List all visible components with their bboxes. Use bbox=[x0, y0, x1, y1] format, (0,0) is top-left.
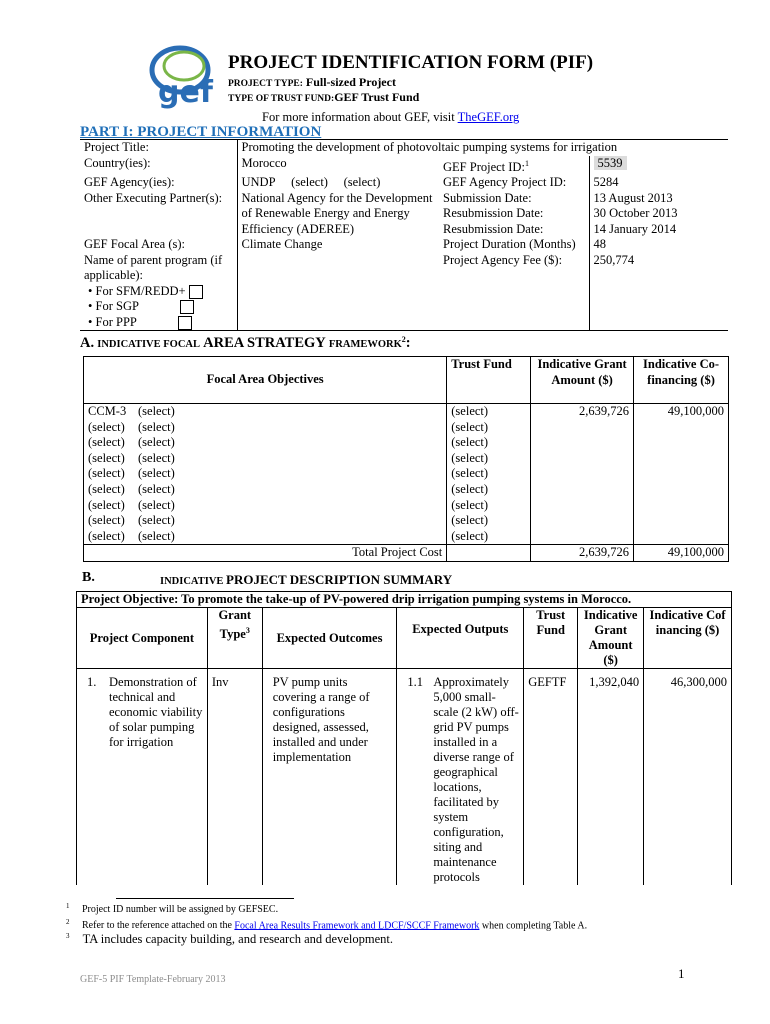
resubmission2-value: 14 January 2014 bbox=[589, 222, 728, 238]
objective-cell[interactable] bbox=[84, 404, 447, 420]
cofinancing-amount bbox=[634, 498, 729, 514]
project-info-table bbox=[80, 139, 728, 331]
objective-cell[interactable] bbox=[84, 435, 447, 451]
project-type: PROJECT TYPE: Full-sized Project bbox=[228, 75, 396, 89]
footnote-2: $^2$ Refer to the reference attached on the Focal Area Results Framework and LDCF/SCCF Framework when completing Table A. bbox=[66, 918, 588, 932]
col-cofinancing: Indicative Co-financing ($) bbox=[634, 357, 729, 404]
agency-project-id-value: 5284 bbox=[589, 175, 728, 191]
resubmission2-label: Resubmission Date: bbox=[443, 221, 544, 236]
section-b-letter: B. bbox=[82, 570, 95, 585]
resubmission1-label: Resubmission Date: bbox=[443, 206, 544, 221]
focal-area-value: Climate Change bbox=[237, 237, 439, 253]
trust-fund-select[interactable]: (select) bbox=[447, 482, 531, 498]
table-row bbox=[84, 451, 729, 467]
sub-objective-select[interactable]: (select) bbox=[138, 435, 175, 450]
grant-amount bbox=[531, 498, 634, 514]
objective-select[interactable]: (select) bbox=[88, 450, 125, 465]
col-trust: Trust Fund bbox=[524, 608, 578, 669]
parent-program-label: Name of parent program (if applicable): bbox=[84, 252, 223, 283]
page-number: 1 bbox=[678, 966, 685, 981]
duration-value: 48 bbox=[589, 237, 728, 253]
total-label: Total Project Cost bbox=[84, 545, 447, 562]
cofinancing-amount bbox=[634, 435, 729, 451]
col-cofin: Indicative Cofinancing ($) bbox=[644, 608, 732, 669]
section-a-heading: A. INDICATIVE FOCAL AREA STRATEGY FRAMEWORK$^2$: bbox=[80, 335, 411, 352]
part1-heading: PART I: PROJECT INFORMATION bbox=[80, 124, 322, 140]
objective-select[interactable]: (select) bbox=[88, 481, 125, 496]
objective-cell[interactable] bbox=[84, 420, 447, 436]
other-partners-value: National Agency for the Development of Renewable Energy and Energy Efficiency (ADEREE) bbox=[237, 191, 439, 238]
trust-fund-select[interactable]: (select) bbox=[447, 466, 531, 482]
sub-objective-select[interactable]: (select) bbox=[138, 528, 175, 543]
grant-amount bbox=[531, 529, 634, 545]
gef-project-id-value[interactable]: 5539 bbox=[594, 156, 627, 170]
table-row bbox=[84, 435, 729, 451]
project-description-table bbox=[76, 591, 732, 885]
page-title: PROJECT IDENTIFICATION FORM (PIF) bbox=[228, 52, 594, 73]
trust-fund-select[interactable]: (select) bbox=[447, 435, 531, 451]
objective-cell[interactable] bbox=[84, 513, 447, 529]
outputs-cell: 1.1 Approximately 5,000 small-scale (2 kW) off-grid PV pumps installed in a diverse range of geographical locations, facilitated by system configuration, siting and maintenance protocols bbox=[397, 669, 524, 886]
thegef-link[interactable]: TheGEF.org bbox=[457, 110, 520, 124]
svg-text:gef: gef bbox=[158, 75, 213, 110]
trust-fund-select[interactable]: (select) bbox=[447, 529, 531, 545]
grant-amount bbox=[531, 420, 634, 436]
project-objective: Project Objective: To promote the take-up of PV-powered drip irrigation pumping systems in Morocco. bbox=[77, 592, 732, 608]
submission-value: 13 August 2013 bbox=[589, 191, 728, 207]
cofinancing-amount bbox=[634, 529, 729, 545]
sub-objective-select[interactable]: (select) bbox=[138, 419, 175, 434]
col-grant: Indicative Grant Amount ($) bbox=[531, 357, 634, 404]
footnote-3: $^3$ TA includes capacity building, and research and development. bbox=[66, 932, 393, 947]
trust-fund-select[interactable]: (select) bbox=[447, 498, 531, 514]
duration-label: Project Duration (Months) bbox=[443, 237, 576, 252]
parent-program-cell bbox=[80, 253, 237, 331]
col-grant-type: Grant Type$^3$ bbox=[207, 608, 262, 669]
grant-amount bbox=[531, 482, 634, 498]
table-row bbox=[84, 513, 729, 529]
objective-select[interactable]: CCM-3 bbox=[88, 404, 127, 418]
table-row bbox=[84, 420, 729, 436]
sub-objective-select[interactable]: (select) bbox=[138, 404, 175, 418]
other-partners-label: Other Executing Partner(s): bbox=[84, 190, 223, 205]
col-outcomes: Expected Outcomes bbox=[262, 608, 397, 669]
col-grant-amt: Indicative Grant Amount ($) bbox=[578, 608, 644, 669]
objective-select[interactable]: (select) bbox=[88, 466, 125, 481]
gef-project-id-label: GEF Project ID:$^1$ bbox=[443, 158, 529, 174]
footnote-1: $^1$ Project ID number will be assigned by GEFSEC. bbox=[66, 902, 279, 916]
country-label: Country(ies): bbox=[84, 155, 151, 170]
ppp-checkbox[interactable] bbox=[178, 316, 192, 330]
more-info: For more information about GEF, visit TheGEF.org bbox=[262, 110, 520, 124]
cofinancing-amount: 49,100,000 bbox=[634, 404, 729, 420]
objective-cell[interactable] bbox=[84, 451, 447, 467]
table-row bbox=[84, 466, 729, 482]
table-row bbox=[77, 669, 732, 886]
project-title-value: Promoting the development of photovoltaic pumping systems for irrigation bbox=[237, 140, 728, 156]
grant-amount bbox=[531, 513, 634, 529]
country-value: Morocco bbox=[237, 156, 439, 176]
sub-objective-select[interactable]: (select) bbox=[138, 497, 175, 512]
col-trust-fund: Trust Fund bbox=[447, 357, 531, 404]
resubmission1-value: 30 October 2013 bbox=[589, 206, 728, 222]
objective-cell[interactable] bbox=[84, 482, 447, 498]
cofinancing-amount bbox=[634, 466, 729, 482]
outcomes-cell: PV pump units covering a range of configurations designed, assessed, installed and under implementation bbox=[262, 669, 397, 886]
grant-amount bbox=[531, 466, 634, 482]
trust-fund-type: TYPE OF TRUST FUND:GEF Trust Fund bbox=[228, 90, 420, 104]
objective-select[interactable]: (select) bbox=[88, 528, 125, 543]
grant-amount bbox=[531, 435, 634, 451]
total-grant: 2,639,726 bbox=[531, 545, 634, 562]
focal-area-framework-link[interactable]: Focal Area Results Framework and LDCF/SCCF Framework bbox=[234, 920, 480, 932]
agency-project-id-label: GEF Agency Project ID: bbox=[443, 175, 567, 190]
focal-area-table bbox=[83, 356, 729, 562]
agency-fee-label: Project Agency Fee ($): bbox=[439, 253, 589, 331]
section-b-heading: INDICATIVE PROJECT DESCRIPTION SUMMARY bbox=[160, 572, 453, 587]
sub-objective-select[interactable]: (select) bbox=[138, 450, 175, 465]
grant-amount bbox=[531, 451, 634, 467]
cofinancing-amount bbox=[634, 420, 729, 436]
trust-fund-select[interactable]: (select) bbox=[447, 420, 531, 436]
col-outputs: Expected Outputs bbox=[397, 608, 524, 669]
trust-fund-select[interactable]: (select) bbox=[447, 451, 531, 467]
total-cofin: 49,100,000 bbox=[634, 545, 729, 562]
objective-select[interactable]: (select) bbox=[88, 497, 125, 512]
grant-cell: 1,392,040 bbox=[578, 669, 644, 886]
sub-objective-select[interactable]: (select) bbox=[138, 513, 175, 528]
table-row bbox=[84, 482, 729, 498]
trust-cell: GEFTF bbox=[524, 669, 578, 886]
objective-cell[interactable] bbox=[84, 498, 447, 514]
agency-select-2[interactable]: (select) bbox=[343, 175, 381, 190]
col-objectives: Focal Area Objectives bbox=[84, 357, 447, 404]
option-sfm: • For SFM/REDD+ bbox=[84, 284, 233, 300]
component-cell: 1. Demonstration of technical and economic viability of solar pumping for irrigation bbox=[77, 669, 208, 886]
sgp-checkbox[interactable] bbox=[180, 300, 194, 314]
table-row bbox=[84, 404, 729, 420]
trust-fund-select[interactable]: (select) bbox=[447, 513, 531, 529]
grant-type-cell: Inv bbox=[207, 669, 262, 886]
table-row bbox=[84, 529, 729, 545]
cofinancing-amount bbox=[634, 513, 729, 529]
footnote-separator bbox=[116, 898, 294, 899]
gef-logo bbox=[144, 40, 216, 110]
agency-fee-value: 250,774 bbox=[589, 253, 728, 331]
agency-select-1[interactable]: (select) bbox=[291, 175, 328, 190]
option-ppp: • For PPP bbox=[84, 315, 233, 331]
option-sgp: • For SGP bbox=[84, 299, 233, 315]
project-title-label: Project Title: bbox=[80, 140, 237, 156]
sub-objective-select[interactable]: (select) bbox=[138, 466, 175, 481]
objective-select[interactable]: (select) bbox=[88, 513, 125, 528]
footer-template: GEF-5 PIF Template-February 2013 bbox=[80, 974, 226, 985]
cofinancing-amount bbox=[634, 482, 729, 498]
sub-objective-select[interactable]: (select) bbox=[138, 481, 175, 496]
focal-area-label: GEF Focal Area (s): bbox=[84, 237, 186, 252]
submission-label: Submission Date: bbox=[443, 190, 532, 205]
grant-amount: 2,639,726 bbox=[531, 404, 634, 420]
col-component: Project Component bbox=[77, 608, 208, 669]
objective-cell[interactable] bbox=[84, 529, 447, 545]
agency-value: UNDP (select) (select) bbox=[237, 175, 439, 191]
agency-label: GEF Agency(ies): bbox=[84, 175, 175, 190]
objective-select[interactable]: (select) bbox=[88, 419, 125, 434]
trust-fund-select[interactable]: (select) bbox=[447, 404, 531, 420]
objective-select[interactable]: (select) bbox=[88, 435, 125, 450]
table-row bbox=[84, 498, 729, 514]
objective-cell[interactable] bbox=[84, 466, 447, 482]
sfm-checkbox[interactable] bbox=[189, 285, 203, 299]
cofin-cell: 46,300,000 bbox=[644, 669, 732, 886]
cofinancing-amount bbox=[634, 451, 729, 467]
